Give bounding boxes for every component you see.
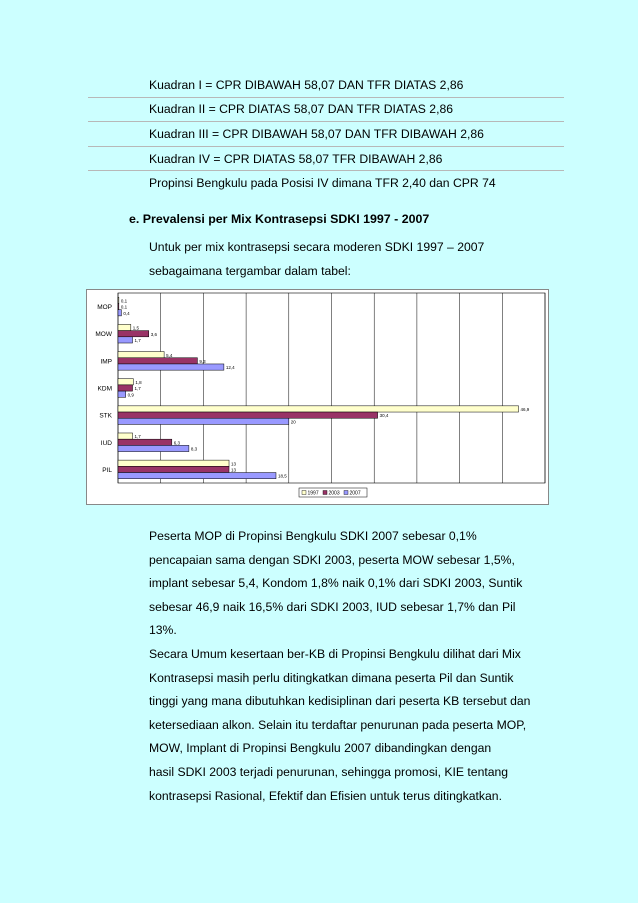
category-label: IMP (100, 358, 112, 366)
quadrant-text: Kuadran III = CPR DIBAWAH 58,07 DAN TFR DIBAWAH 2,86 (88, 122, 564, 147)
data-label: 5,4 (166, 352, 173, 358)
bar-2007 (118, 473, 276, 479)
category-label: PIL (102, 466, 112, 474)
data-label: 13 (231, 461, 237, 467)
bar-1997 (118, 352, 164, 358)
data-label: 30,4 (379, 413, 389, 419)
body-line: pencapaian sama dengan SDKI 2003, peserta MOW sebesar 1,5%, (149, 552, 515, 567)
data-label: 1,7 (134, 338, 141, 344)
contraception-mix-chart (86, 289, 549, 505)
body-line: hasil SDKI 2003 terjadi penurunan, sehingga promosi, KIE tentang (149, 764, 509, 779)
category-label: IUD (100, 439, 112, 447)
body-line: 13%. (149, 623, 177, 638)
bar-2007 (118, 445, 189, 451)
intro-line: sebagaimana tergambar dalam tabel: (149, 263, 351, 278)
quadrant-row (88, 73, 564, 97)
quadrant-row (88, 146, 564, 171)
bar-2007 (118, 310, 121, 316)
bar-2003 (118, 412, 378, 418)
legend-label: 2007 (349, 490, 361, 497)
data-label: 0,4 (123, 310, 130, 316)
body-paragraph (149, 525, 563, 808)
body-line: sebesar 46,9 naik 16,5% dari SDKI 2003, IUD sebesar 1,7% dan Pil (149, 599, 516, 614)
data-label: 9,3 (199, 358, 206, 364)
bar-2003 (118, 358, 197, 364)
legend-label: 1997 (307, 490, 319, 497)
body-line: MOW, Implant di Propinsi Bengkulu 2007 dibandingkan dengan (149, 741, 492, 756)
quadrant-text: Kuadran II = CPR DIATAS 58,07 DAN TFR DIATAS 2,86 (88, 97, 564, 122)
category-label: MOP (97, 304, 112, 312)
data-label: 13 (231, 467, 237, 473)
body-line: Kontrasepsi masih perlu ditingkatkan dimana peserta Pil dan Suntik (149, 670, 514, 685)
bar-2007 (118, 364, 224, 370)
legend-label: 2003 (328, 490, 340, 497)
bar-2007 (118, 337, 133, 343)
data-label: 0,9 (127, 392, 134, 398)
intro-line: Untuk per mix kontrasepsi secara moderen SDKI 1997 – 2007 (149, 240, 485, 254)
section-heading: e. Prevalensi per Mix Kontrasepsi SDKI 1997 - 2007 (129, 212, 430, 226)
body-line: Peserta MOP di Propinsi Bengkulu SDKI 2007 sebesar 0,1% (149, 529, 477, 543)
bar-1997 (118, 433, 133, 439)
data-label: 12,4 (225, 365, 235, 371)
data-label: 1,8 (135, 379, 142, 385)
data-label: 0,1 (120, 298, 128, 304)
bar-1997 (118, 379, 133, 385)
body-line: implant sebesar 5,4, Kondom 1,8% naik 0,1% dari SDKI 2003, Suntik (149, 576, 523, 591)
data-label: 6,3 (173, 440, 181, 446)
bar-2007 (118, 391, 126, 397)
quadrant-row (88, 122, 564, 147)
quadrant-text: Kuadran I = CPR DIBAWAH 58,07 DAN TFR DIATAS 2,86 (88, 73, 564, 97)
quadrant-row (88, 171, 564, 195)
quadrant-row (88, 97, 564, 122)
data-label: 1,7 (134, 434, 141, 440)
data-label: 3,6 (150, 331, 158, 337)
data-label: 1,7 (134, 386, 141, 392)
data-label: 46,9 (520, 407, 530, 413)
bar-2003 (118, 303, 119, 309)
bar-1997 (118, 460, 229, 466)
data-label: 20 (290, 419, 296, 425)
bar-1997 (118, 324, 131, 330)
category-label: KDM (97, 385, 112, 393)
body-line: kontrasepsi Rasional, Efektif dan Efisien untuk terus ditingkatkan. (149, 788, 502, 803)
bar-2003 (118, 385, 133, 391)
data-label: 1,5 (132, 325, 140, 331)
legend-swatch (302, 491, 306, 495)
body-line: Secara Umum kesertaan ber-KB di Propinsi Bengkulu dilihat dari Mix (149, 646, 521, 661)
bar-2003 (118, 466, 229, 472)
bar-2003 (118, 331, 149, 337)
bar-2007 (118, 418, 289, 424)
data-label: 18,5 (277, 473, 287, 479)
quadrant-table (88, 73, 564, 195)
intro-paragraph (149, 236, 563, 283)
quadrant-text: Propinsi Bengkulu pada Posisi IV dimana TFR 2,40 dan CPR 74 (149, 176, 496, 191)
quadrant-text: Kuadran IV = CPR DIATAS 58,07 TFR DIBAWAH 2,86 (88, 146, 564, 171)
data-label: 0,1 (120, 304, 128, 310)
body-line: tinggi yang mana dibutuhkan kedisiplinan dari peserta KB tersebut dan (149, 694, 531, 709)
body-line: ketersediaan alkon. Selain itu terdaftar penurunan pada peserta MOP, (149, 717, 527, 732)
category-label: MOW (95, 331, 112, 339)
bar-2003 (118, 439, 172, 445)
data-label: 8,3 (190, 446, 198, 452)
bar-1997 (118, 406, 519, 412)
bar-1997 (118, 297, 119, 303)
category-label: STK (99, 412, 112, 420)
legend-swatch (344, 491, 348, 495)
legend-swatch (323, 491, 327, 495)
